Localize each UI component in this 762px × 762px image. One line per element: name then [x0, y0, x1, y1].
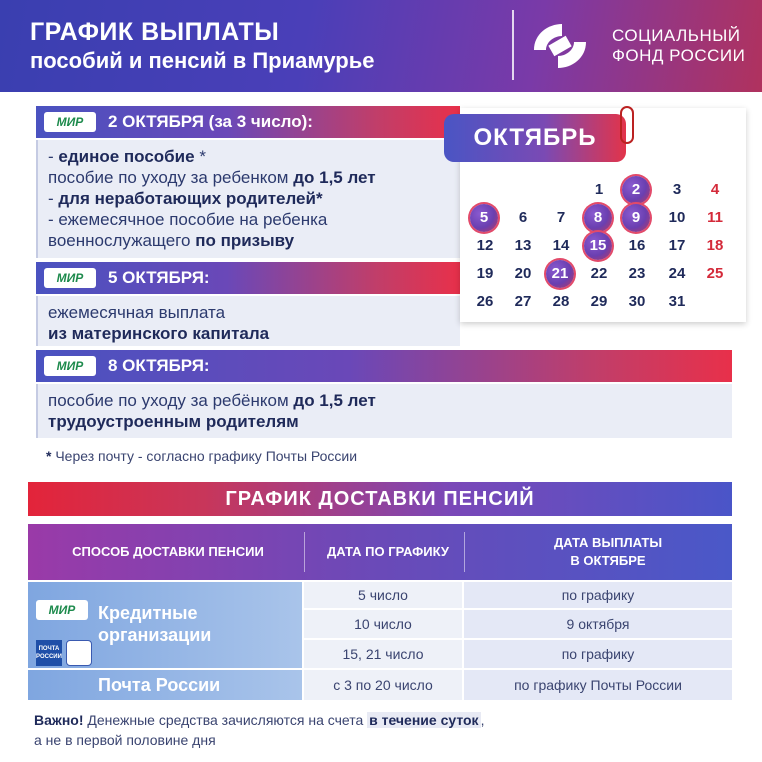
calendar-day: 19	[476, 265, 494, 282]
block-line: из материнского капитала	[48, 324, 270, 343]
delivery-title: ГРАФИК ДОСТАВКИ ПЕНСИЙ	[28, 482, 732, 516]
header-divider	[512, 10, 514, 80]
group-label: Почта России	[98, 675, 221, 695]
calendar-day: 23	[628, 265, 646, 282]
calendar-day: 28	[552, 293, 570, 310]
logo-line-1: СОЦИАЛЬНЫЙ	[612, 26, 741, 45]
mir-logo-icon: МИР	[44, 268, 96, 288]
col-header-method: СПОСОБ ДОСТАВКИ ПЕНСИИ	[72, 544, 264, 559]
calendar-day: 22	[590, 265, 608, 282]
mir-logo-icon: МИР	[44, 356, 96, 376]
calendar-day: 12	[476, 237, 494, 254]
block-line: военнослужащего по призыву	[48, 231, 295, 250]
block-title: 8 ОКТЯБРЯ:	[108, 356, 210, 375]
calendar	[460, 108, 746, 322]
table-cell-schedule: 15, 21 число	[304, 640, 462, 668]
col-header-payment: ДАТА ВЫПЛАТЫ В ОКТЯБРЕ	[553, 535, 663, 568]
table-header	[28, 524, 732, 580]
block-oct-8-header	[36, 350, 732, 382]
block-line: ежемесячная выплата	[48, 303, 226, 322]
table-cell-payment: по графику Почты России	[464, 670, 732, 700]
calendar-day: 6	[518, 209, 528, 226]
calendar-day: 24	[668, 265, 686, 282]
block-line: пособие по уходу за ребёнком до 1,5 лет	[48, 391, 376, 410]
block-title: 2 ОКТЯБРЯ (за 3 число):	[108, 112, 313, 131]
paperclip-icon	[620, 106, 634, 144]
page-title	[30, 18, 374, 76]
block-line: - ежемесячное пособие на ребенка	[48, 210, 328, 229]
block-oct-5-body	[36, 296, 460, 346]
group-label: Кредитные организации	[98, 603, 212, 645]
col-header-schedule: ДАТА ПО ГРАФИКУ	[327, 544, 449, 559]
block-title: 5 ОКТЯБРЯ:	[108, 268, 210, 287]
calendar-day: 27	[514, 293, 532, 310]
calendar-day: 21	[546, 260, 574, 288]
calendar-day: 11	[707, 209, 723, 226]
block-line: - для неработающих родителей*	[48, 189, 323, 208]
sfr-logo-text	[612, 26, 745, 66]
calendar-day: 26	[476, 293, 494, 310]
block-oct-2-header	[36, 106, 460, 138]
header-divider	[304, 532, 305, 572]
calendar-day: 8	[584, 204, 612, 232]
block-line: - единое пособие *	[48, 147, 206, 166]
calendar-day: 15	[584, 232, 612, 260]
header-divider	[464, 532, 465, 572]
title-line-2: пособий и пенсий в Приамурье	[30, 48, 375, 73]
calendar-day: 18	[706, 237, 724, 254]
calendar-day: 31	[668, 293, 686, 310]
calendar-day: 3	[672, 181, 682, 198]
group-pochta	[28, 670, 302, 700]
mir-logo-icon: МИР	[36, 600, 88, 620]
calendar-day: 4	[710, 181, 720, 198]
table-cell-schedule: с 3 по 20 число	[304, 670, 462, 700]
block-line: трудоустроенным родителям	[48, 412, 299, 431]
calendar-day: 9	[622, 204, 650, 232]
important-note: Важно! Денежные средства зачисляются на счета в течение суток , а не в первой половине дня	[34, 712, 485, 748]
title-line-1: ГРАФИК ВЫПЛАТЫ	[30, 18, 280, 46]
block-oct-2-body	[36, 140, 460, 258]
calendar-month: ОКТЯБРЬ	[444, 114, 626, 162]
important-line-2: а не в первой половине дня	[34, 732, 216, 748]
calendar-day: 20	[514, 265, 532, 282]
mir-logo-icon: МИР	[44, 112, 96, 132]
block-oct-5-header	[36, 262, 460, 294]
header	[0, 0, 762, 92]
calendar-day: 14	[552, 237, 570, 254]
calendar-day: 13	[514, 237, 532, 254]
calendar-day: 10	[668, 209, 686, 226]
calendar-day: 7	[556, 209, 566, 226]
pochta-logo-icon: ПОЧТА РОССИИ	[36, 640, 62, 666]
sfr-logo-icon	[528, 16, 592, 76]
table-cell-schedule: 5 число	[304, 582, 462, 608]
calendar-day: 5	[470, 204, 498, 232]
footnote: * Через почту - согласно графику Почты России	[46, 448, 358, 464]
table-cell-payment: по графику	[464, 582, 732, 608]
calendar-day: 16	[628, 237, 646, 254]
calendar-day: 1	[594, 181, 604, 198]
calendar-day: 17	[668, 237, 686, 254]
calendar-day: 25	[706, 265, 724, 282]
table-cell-schedule: 10 число	[304, 610, 462, 638]
emblem-icon	[66, 640, 92, 666]
block-line: пособие по уходу за ребенком до 1,5 лет	[48, 168, 376, 187]
logo-line-2: ФОНД РОССИИ	[612, 46, 746, 65]
calendar-day: 29	[590, 293, 608, 310]
table-cell-payment: по графику	[464, 640, 732, 668]
calendar-day: 2	[622, 176, 650, 204]
group-credit-orgs	[28, 582, 302, 668]
table-cell-payment: 9 октября	[464, 610, 732, 638]
calendar-day: 30	[628, 293, 646, 310]
block-oct-8-body	[36, 384, 732, 438]
